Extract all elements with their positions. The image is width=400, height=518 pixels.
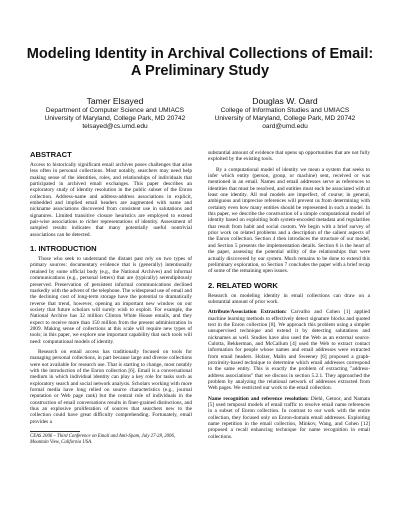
model-paragraph: By a computational model of identity we mean a system that seeks to infer which entity (person, group, or machine) sent, received or was mentioned in an email. Names and email addresses serve as references to identities that must be resolved, and entities must each be associated with at least one identity. All real models are imperfect, of course; in general, ambiguous and imprecise references will prevent us from determining with certainty even how many entities should be represented in such a model. In this paper, we describe the construction of a simple computational model of identity based on exploiting both system-encoded metadata and regularities that result from habit and social custom. We begin with a brief survey of prior work on related problems and a description of the salient aspects of the Enron collection. Section 4 then introduces the structure of our model, and Section 5 presents the implementation details. Section 6 is the heart of the paper, assessing the potential utility of the relationships that were actually discovered by our system. Much remains to be done to extend this preliminary exploration, so Section 7 concludes the paper with a brief recap of some of the remaining open issues. <box>208 166 370 275</box>
author-address: University of Maryland, College Park, MD 20742 <box>214 115 356 123</box>
left-column <box>30 150 192 446</box>
right-column <box>208 150 370 444</box>
title-line-2: A Preliminary Study <box>130 63 270 79</box>
author-1 <box>30 96 200 131</box>
intro-continued-paragraph: substantial amount of evidence that opens up opportunities that are not fully exploited by the existing tools. <box>208 150 370 163</box>
author-address: University of Maryland, College Park, MD 20742 <box>44 115 186 123</box>
author-2 <box>200 96 370 131</box>
introduction-heading: 1. INTRODUCTION <box>30 244 97 254</box>
attribute-extraction-paragraph <box>208 309 370 391</box>
author-affiliation: Department of Computer Science and UMIACS <box>45 107 185 114</box>
author-email: telsayed@cs.umd.edu <box>82 123 148 131</box>
abstract-heading: ABSTRACT <box>30 150 72 159</box>
author-email: oard@umd.edu <box>262 123 308 131</box>
abstract-text: Access to historically significant email archives poses challenges that arise less often in personal collections. Most notably, searchers may need help making sense of the identities, roles, and relationships of individuals that participated in archived email exchanges. This paper describes an exploratory study of identity resolution in the public subset of the Enron collection. Address-name and address-address associations in explicit, embedded and implied email headers are augmented with name and nickname associations discovered from consistent use in salutations and signatures. Limited transitive closure heuristics are employed to extend pair-wise associations to richer representations of identity. Assessment of sampled results indicates that many potentially useful nontrivial associations can be detected. <box>30 162 192 238</box>
related-work-heading: 2. RELATED WORK <box>208 280 278 290</box>
author-name: Douglas W. Oard <box>252 96 318 106</box>
paper-title <box>0 46 400 80</box>
author-block <box>30 96 370 131</box>
footnote-divider <box>30 431 80 432</box>
author-affiliation: College of Information Studies and UMIACS <box>220 107 350 114</box>
author-name: Tamer Elsayed <box>86 96 144 106</box>
attribute-extraction-lead: Attribute/Association Extraction: <box>208 309 287 316</box>
name-recognition-text: Diehl, Getoor, and Namata [5] used temporal models of email traffic to resolve email name references in a subset of Enron collection. In contrast to our work with the entire collection, they focused only on Enron-domain email addresses. Exploiting name repetition in the email collection, Minkov, Wang, and Cohen [12] proposed a recall enhancing technique for name recognition in email collections. <box>208 395 370 440</box>
name-recognition-paragraph <box>208 396 370 440</box>
intro-paragraph-2: Research on email access has traditionally focused on tools for managing personal collections, in part because large and diverse collections were not available for research use. That is starting to change, most notably with the introduction of the Enron collection [6]. Email is a conversational medium in which individual identity can play a key role for tasks such as exploratory search and social network analysis. Scholars working with more formal media have long relied on source characteristics (e.g., journal reputation or Web page rank) but the central role of individuals in the construction of email conversations results in finer-grained distinctions, and thus an explosive proliferation of sources that searchers new to the collection could have great difficulty comprehending. Fortunately, email provides a <box>30 348 192 425</box>
intro-paragraph-1: Those who seek to understand the distant past rely on two types of primary sources: documentary evidence that is (generally) intentionally retained by some official body (e.g., the National Archives) and informal communications (e.g., personal letters) that are (typically) serendipitously preserved. Preservation of persistent informal communications declined markedly with the advent of the telephone. The widespread use of email and the declining cost of long-term storage have the potential to dramatically reverse that trend, however, opening an important new window on our society that future scholars will surely wish to exploit. For example, the National Archive has 32 million Clinton White House emails, and they expect to receive more than 150 million from the present administration in 2009. Making sense of collections at this scale will require new types of tools; in this paper, we explore one important capability that such tools will need: computational models of identity. <box>30 256 192 345</box>
conference-footnote: CEAS 2006 – Third Conference on Email and Anti-Spam, July 27-28, 2006, Mountain View, California USA. <box>30 434 176 445</box>
attribute-extraction-text: Carvalho and Cohen [1] applied machine learning methods to effectively detect signature blocks and quoted text in the Enron collection [8]. We approach this problem using a simpler unsupervised technique and extend it by detecting salutations and nicknames as well. Studies have also used the Web as an external source. Culotta, Bekkerman, and McCallum [4] used the Web to extract contact information for people whose names and email addresses were extracted from email headers. Holzer, Malin and Sweeney [6] proposed a graph-proximity-based technique to determine which email addresses correspond to the same entity. This is exactly the problem of extracting "address-address associations" that we discuss in section 5.2.1. They approached the problem by analyzing the relational network of addresses extracted from Web pages. We restricted our work to the email collection. <box>208 309 371 392</box>
name-recognition-lead: Name recognition and reference resolution: <box>208 395 309 402</box>
related-work-intro: Research on modeling identity in email collections can draw on a substantial amount of prior work. <box>208 292 370 305</box>
title-line-1: Modeling Identity in Archival Collections of Email: <box>26 46 374 62</box>
